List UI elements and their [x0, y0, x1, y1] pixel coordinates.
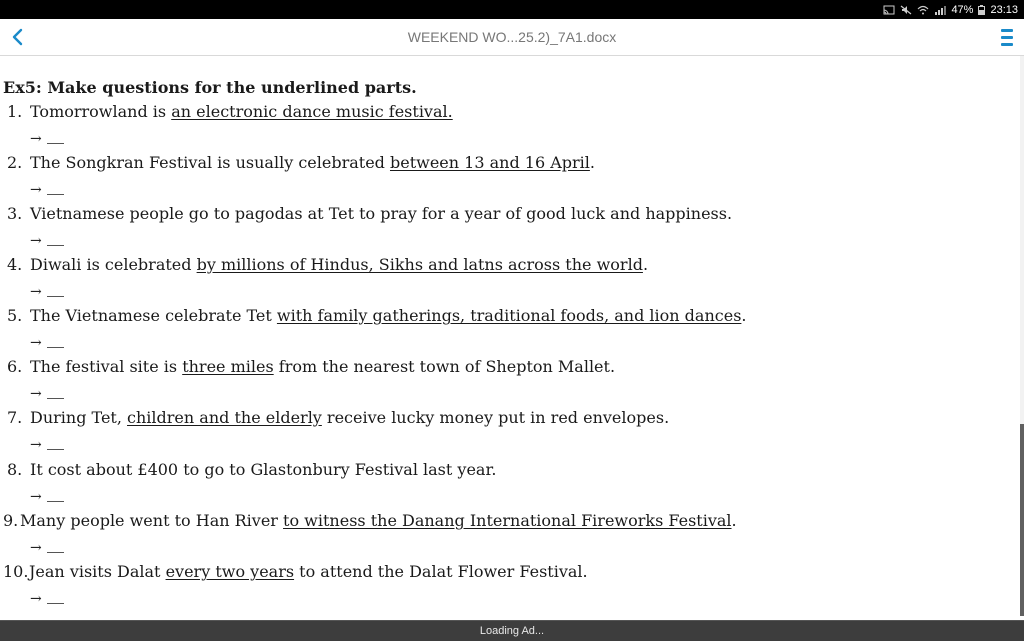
answer-line-1[interactable]	[30, 131, 64, 147]
document-view[interactable]	[0, 56, 1018, 620]
question-number: 2.	[7, 153, 23, 172]
question-text: Jean visits Dalat	[29, 562, 166, 581]
answer-blank	[47, 295, 64, 297]
question-text-end: .	[741, 306, 747, 325]
question-text-end: .	[589, 153, 595, 172]
underlined-part: every two years	[165, 562, 295, 581]
arrow: →	[30, 591, 42, 607]
question-number: 9.	[3, 511, 19, 530]
underlined-part: between 13 and 16 April	[389, 153, 590, 172]
question-text: Tomorrowland is	[30, 102, 172, 121]
answer-line-8[interactable]	[30, 489, 64, 505]
answer-blank	[47, 244, 64, 246]
arrow: →	[30, 284, 42, 300]
scrollbar-thumb[interactable]	[1020, 424, 1024, 616]
question-3	[7, 204, 732, 223]
question-number: 1.	[7, 102, 23, 121]
question-number: 4.	[7, 255, 23, 274]
question-text-end: .	[642, 255, 649, 274]
question-6	[7, 357, 615, 376]
answer-line-10[interactable]	[30, 591, 64, 607]
underlined-part: with family gatherings, traditional foods, and lion dances	[276, 306, 742, 325]
menu-icon-bar	[1001, 43, 1013, 46]
answer-blank	[47, 448, 64, 450]
question-7	[7, 408, 669, 427]
answer-line-9[interactable]	[30, 540, 64, 556]
question-number: 10.	[3, 562, 29, 581]
question-8	[7, 460, 496, 479]
cast-icon	[883, 5, 895, 15]
answer-line-4[interactable]	[30, 284, 64, 300]
question-text: Many people went to Han River	[20, 511, 284, 530]
battery-icon	[978, 5, 985, 15]
exercise-heading: Ex5: Make questions for the underlined parts.	[3, 78, 417, 97]
arrow: →	[30, 131, 42, 147]
answer-line-2[interactable]	[30, 182, 64, 198]
answer-blank	[47, 602, 64, 604]
answer-line-3[interactable]	[30, 233, 64, 249]
question-text: It cost about £400 to go to Glastonbury Festival last year.	[30, 460, 497, 479]
question-text: The Vietnamese celebrate Tet	[30, 306, 277, 325]
underlined-part: three miles	[182, 357, 274, 376]
status-bar	[0, 0, 1024, 19]
arrow: →	[30, 437, 42, 453]
arrow: →	[30, 540, 42, 556]
answer-line-7[interactable]	[30, 437, 64, 453]
menu-icon	[1001, 29, 1013, 32]
underlined-part: to witness the Danang International Fireworks Festival	[283, 511, 732, 530]
question-text: Vietnamese people go to pagodas at Tet to pray for a year of good luck and happiness.	[30, 204, 733, 223]
menu-icon-bar	[1001, 36, 1013, 39]
menu-button[interactable]	[996, 25, 1018, 49]
question-5	[7, 306, 747, 325]
underlined-part: by millions of Hindus, Sikhs and latns across the world	[196, 255, 643, 274]
question-2	[7, 153, 595, 172]
answer-blank	[47, 346, 64, 348]
arrow: →	[30, 233, 42, 249]
question-text-end: to attend the Dalat Flower Festival.	[294, 562, 588, 581]
wifi-icon	[917, 5, 929, 15]
question-number: 5.	[7, 306, 23, 325]
arrow: →	[30, 182, 42, 198]
question-4	[7, 255, 648, 274]
arrow: →	[30, 335, 42, 351]
answer-blank	[47, 551, 64, 553]
underlined-part: children and the elderly	[127, 408, 322, 427]
arrow: →	[30, 386, 42, 402]
answer-blank	[47, 142, 64, 144]
question-text: The Songkran Festival is usually celebrated	[30, 153, 390, 172]
question-9	[3, 511, 737, 530]
answer-line-5[interactable]	[30, 335, 64, 351]
answer-blank	[47, 193, 64, 195]
underlined-part: an electronic dance music festival.	[171, 102, 453, 121]
mute-icon	[900, 5, 912, 15]
answer-blank	[47, 500, 64, 502]
document-title: WEEKEND WO...25.2)_7A1.docx	[407, 29, 617, 45]
question-text: During Tet,	[30, 408, 128, 427]
question-10	[3, 562, 588, 581]
status-icons	[883, 0, 1018, 19]
answer-blank	[47, 397, 64, 399]
app-bar	[0, 19, 1024, 56]
question-text-end: .	[731, 511, 737, 530]
arrow: →	[30, 489, 42, 505]
question-1	[7, 102, 453, 121]
ad-banner[interactable]: Loading Ad...	[0, 620, 1024, 641]
signal-icon	[934, 5, 946, 15]
question-number: 6.	[7, 357, 23, 376]
clock: 23:13	[990, 3, 1018, 16]
question-text: The festival site is	[30, 357, 183, 376]
battery-percent: 47%	[951, 3, 974, 16]
answer-line-6[interactable]	[30, 386, 64, 402]
question-number: 3.	[7, 204, 23, 223]
question-text: Diwali is celebrated	[30, 255, 197, 274]
question-number: 8.	[7, 460, 23, 479]
question-text-end: receive lucky money put in red envelopes.	[321, 408, 670, 427]
question-number: 7.	[7, 408, 23, 427]
question-text-end: from the nearest town of Shepton Mallet.	[273, 357, 616, 376]
